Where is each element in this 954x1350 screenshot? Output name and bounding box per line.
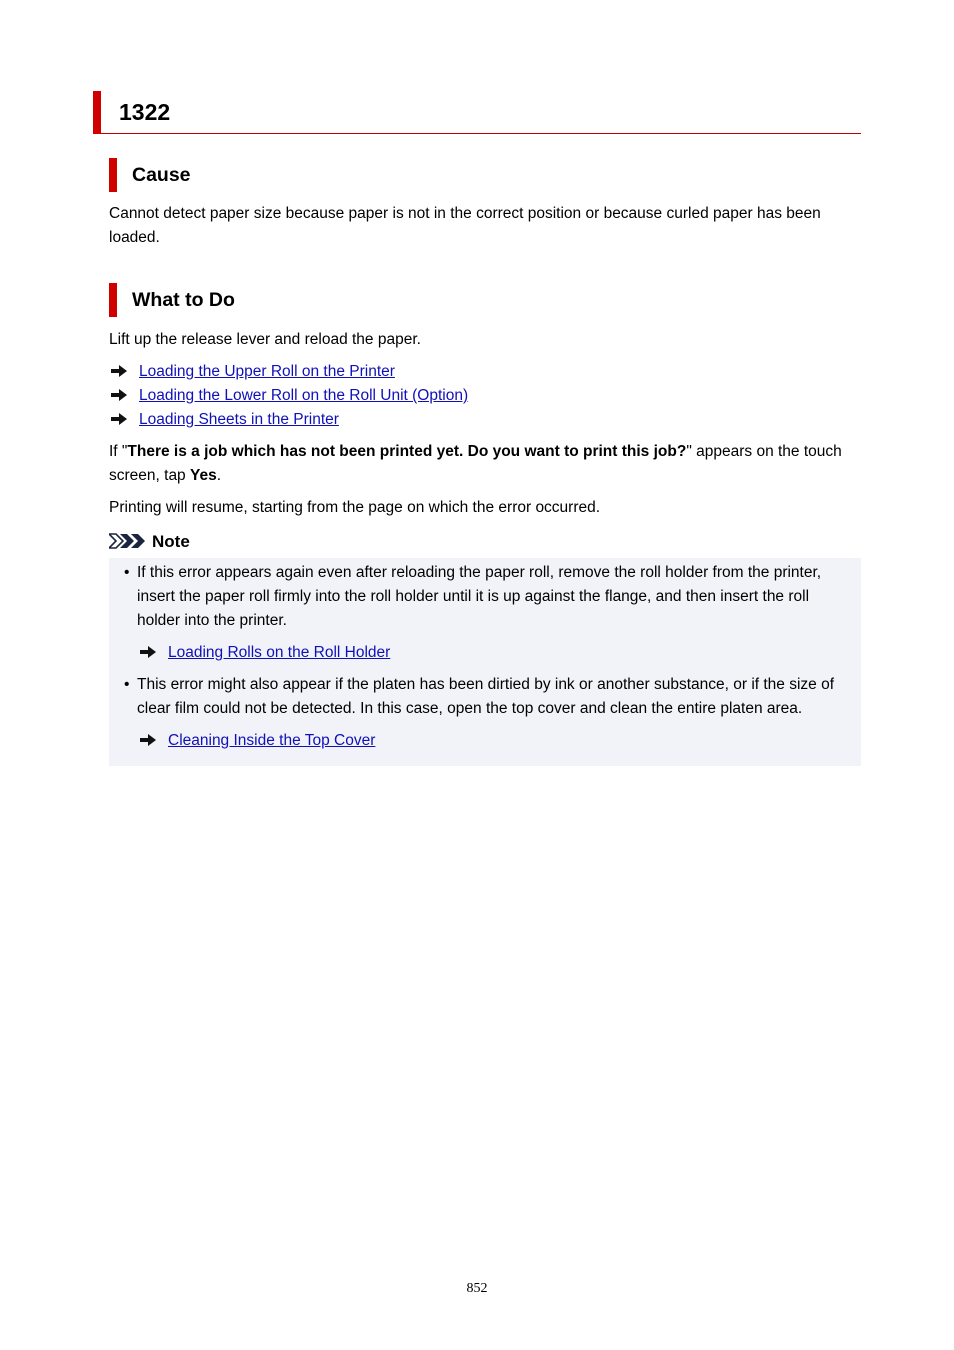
what-to-do-intro: Lift up the release lever and reload the paper.	[109, 331, 421, 348]
job-prompt-text	[109, 440, 861, 488]
note-chevrons-icon	[109, 533, 147, 549]
cause-accent-bar	[109, 158, 117, 192]
prompt-post: .	[216, 467, 222, 484]
cause-text: Cannot detect paper size because paper is not in the correct position or because curled paper has been loaded.	[109, 205, 821, 246]
link-upper-roll[interactable]: Loading the Upper Roll on the Printer	[139, 363, 395, 380]
note-item-text: This error might also appear if the platen has been dirtied by ink or another substance, or if the size of clear film could not be detected. In this case, open the top cover and clean the entire platen area.	[137, 676, 835, 717]
prompt-button-label: Yes	[190, 467, 217, 484]
title-accent-bar	[93, 91, 101, 134]
prompt-message: There is a job which has not been printed yet. Do you want to print this job?	[127, 443, 687, 460]
arrow-right-icon	[111, 365, 127, 377]
note-label: Note	[152, 532, 190, 551]
arrow-right-icon	[140, 734, 156, 746]
page-number: 852	[466, 1281, 488, 1296]
link-item	[111, 408, 339, 432]
note-item-text: If this error appears again even after reloading the paper roll, remove the roll holder from the printer, insert the paper roll firmly into the roll holder until it is up against the flange, and then insert the roll holder into the printer.	[137, 564, 822, 629]
arrow-right-icon	[140, 646, 156, 658]
resume-text: Printing will resume, starting from the page on which the error occurred.	[109, 499, 601, 516]
arrow-right-icon	[111, 389, 127, 401]
link-item	[111, 384, 468, 408]
note-link-item	[140, 729, 375, 753]
what-to-do-heading-text: What to Do	[132, 289, 235, 311]
note-link-item	[140, 641, 390, 665]
what-to-do-accent-bar	[109, 283, 117, 317]
arrow-right-icon	[111, 413, 127, 425]
prompt-pre: If "	[109, 443, 128, 460]
link-cleaning-top-cover[interactable]: Cleaning Inside the Top Cover	[168, 732, 376, 749]
page-title	[93, 91, 861, 134]
cause-heading-text: Cause	[132, 164, 191, 186]
note-heading	[109, 530, 190, 554]
page-title-text: 1322	[119, 99, 171, 125]
prompt-mid: " appears on the touch screen, tap	[109, 443, 842, 484]
bullet-icon: •	[124, 564, 130, 581]
bullet-icon: •	[124, 676, 130, 693]
link-lower-roll[interactable]: Loading the Lower Roll on the Roll Unit (Option)	[139, 387, 469, 404]
link-item	[111, 360, 395, 384]
link-loading-rolls[interactable]: Loading Rolls on the Roll Holder	[168, 644, 391, 661]
link-sheets[interactable]: Loading Sheets in the Printer	[139, 411, 339, 428]
